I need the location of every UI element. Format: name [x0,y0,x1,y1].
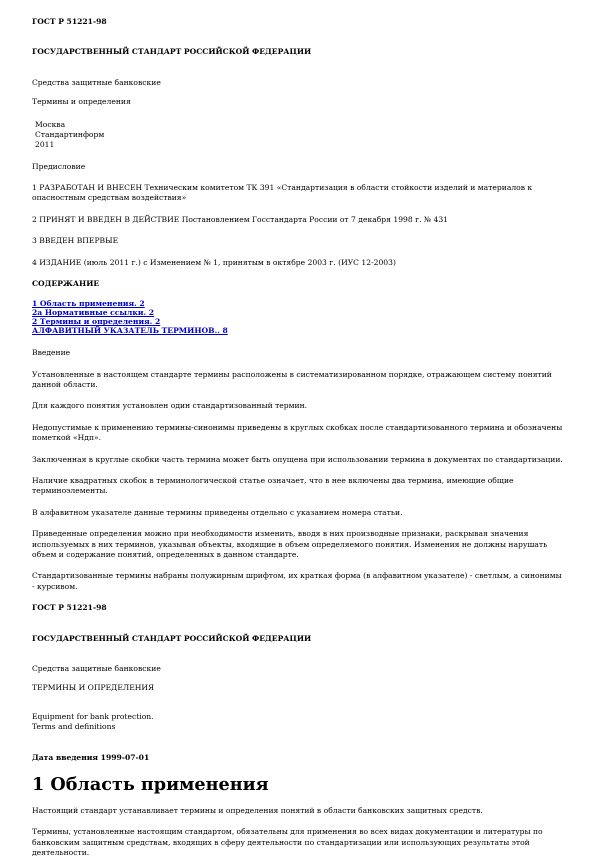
english-subtitle: Terms and definitions [32,722,116,732]
document-title-caps: ТЕРМИНЫ И ОПРЕДЕЛЕНИЯ [32,683,155,693]
intro-paragraph: Наличие квадратных скобок в терминологической статье означает, что в нее включены два термина, имеющие общие терминоэлементы. [32,475,514,496]
document-title: Термины и определения [32,97,131,107]
intro-paragraph: Установленные в настоящем стандарте термины расположены в систематизированном порядке, отражающем систему понятий данной области. [32,369,552,389]
english-title-block [32,712,563,733]
publication-publisher: Стандартинформ [35,129,105,139]
publication-info [35,120,563,150]
intro-paragraph: Недопустимые к применению термины-синонимы приведены в круглых скобках после стандартизованного термина и обозначены пометкой «Ндп». [32,422,563,443]
publication-year: 2011 [35,139,55,149]
intro-paragraph: Заключенная в круглые скобки часть термина может быть опущена при использовании термина в документах по стандартизации. [32,454,563,464]
intro-paragraph: Приведенные определения можно при необходимости изменить, вводя в них производные признаки, раскрывая значения используемых в них терминов, указывая объекты, входящие в объем определяемого понятия. Изменения не должны нарушать объем и содержание понятий, определенных в данном стандарте. [32,529,548,559]
foreword-heading: Предисловие [32,161,86,171]
section-1-title: 1 Область применения [32,774,269,796]
standard-title: ГОСУДАРСТВЕННЫЙ СТАНДАРТ РОССИЙСКОЙ ФЕДЕРАЦИИ [32,47,312,57]
intro-paragraph: В алфавитном указателе данные термины приведены отдельно с указанием номера статьи. [32,507,403,517]
toc-heading: СОДЕРЖАНИЕ [32,279,100,289]
section-1-paragraph: Настоящий стандарт устанавливает термины и определения понятий в области банковских защитных средств. [32,806,483,816]
foreword-item: 2 ПРИНЯТ И ВВЕДЕН В ДЕЙСТВИЕ Постановлением Госстандарта России от 7 декабря 1998 г. № 431 [32,214,449,224]
toc-link-normative-references[interactable]: 2а Нормативные ссылки. 2 [32,308,155,318]
intro-paragraph: Стандартизованные термины набраны полужирным шрифтом, их краткая форма (в алфавитном указателе) - светлым, а синонимы - курсивом. [32,571,562,591]
foreword-item: 3 ВВЕДЕН ВПЕРВЫЕ [32,236,119,246]
document-subject-second: Средства защитные банковские [32,664,161,673]
toc-link-terms-definitions[interactable]: 2 Термины и определения. 2 [32,317,161,327]
date-of-introduction: Дата введения 1999-07-01 [32,752,150,762]
intro-paragraph: Для каждого понятия установлен один стандартизованный термин. [32,401,308,411]
foreword-item: 1 РАЗРАБОТАН И ВНЕСЕН Техническим комитетом ТК 391 «Стандартизация в области стойкости изделий и материалов к опасностным средствам воздействия» [32,183,533,203]
standard-title-second: ГОСУДАРСТВЕННЫЙ СТАНДАРТ РОССИЙСКОЙ ФЕДЕРАЦИИ [32,633,312,643]
document-subject: Средства защитные банковские [32,77,161,87]
intro-heading: Введение [32,348,71,358]
foreword-item: 4 ИЗДАНИЕ (июль 2011 г.) с Изменением № 1, принятым в октябре 2003 г. (ИУС 12-2003) [32,257,396,267]
section-1-paragraph: Термины, установленные настоящим стандартом, обязательны для применения во всех видах документации и литературы по банковским защитным средствам, входящих в сферу деятельности по стандартизации или использующих результаты этой деятельности. [32,827,543,858]
toc-link-alphabetical-index[interactable]: АЛФАВИТНЫЙ УКАЗАТЕЛЬ ТЕРМИНОВ.. 8 [32,326,228,336]
english-title: Equipment for bank protection. [32,711,154,721]
table-of-contents [32,300,563,336]
publication-city: Москва [35,119,66,129]
toc-entry [32,327,563,336]
toc-link-scope[interactable]: 1 Область применения. 2 [32,299,145,309]
gost-number: ГОСТ Р 51221-98 [32,17,107,26]
gost-number-second: ГОСТ Р 51221-98 [32,603,107,613]
